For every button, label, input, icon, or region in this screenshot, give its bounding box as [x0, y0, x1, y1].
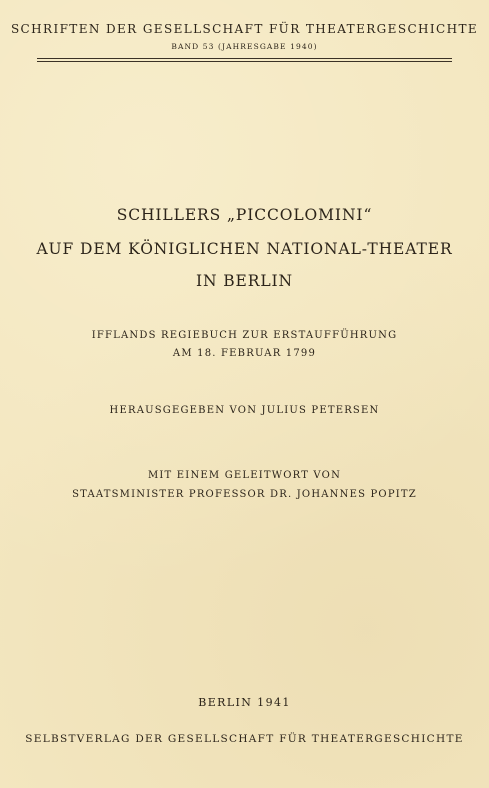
- main-title-line-1: SCHILLERS „PICCOLOMINI“: [116, 206, 373, 224]
- series-title: SCHRIFTEN DER GESELLSCHAFT FÜR THEATERGESCHICHTE: [10, 22, 479, 36]
- main-title-line-3: IN BERLIN: [195, 272, 294, 290]
- editor-line: HERAUSGEGEBEN VON JULIUS PETERSEN: [109, 405, 380, 416]
- subtitle-line-2: AM 18. FEBRUAR 1799: [172, 348, 317, 359]
- foreword-line-2: STAATSMINISTER PROFESSOR DR. JOHANNES POPITZ: [72, 489, 417, 500]
- foreword-line-1: MIT EINEM GELEITWORT VON: [147, 470, 342, 481]
- volume-line: BAND 53 (JAHRESGABE 1940): [171, 42, 318, 51]
- header-rule-top: [37, 58, 452, 59]
- subtitle-line-1: IFFLANDS REGIEBUCH ZUR ERSTAUFFÜHRUNG: [91, 330, 398, 341]
- publisher-line: SELBSTVERLAG DER GESELLSCHAFT FÜR THEATERGESCHICHTE: [25, 733, 464, 745]
- header-rule-bottom: [37, 61, 452, 62]
- place-year: BERLIN 1941: [198, 696, 291, 709]
- main-title-line-2: AUF DEM KÖNIGLICHEN NATIONAL-THEATER: [36, 240, 453, 258]
